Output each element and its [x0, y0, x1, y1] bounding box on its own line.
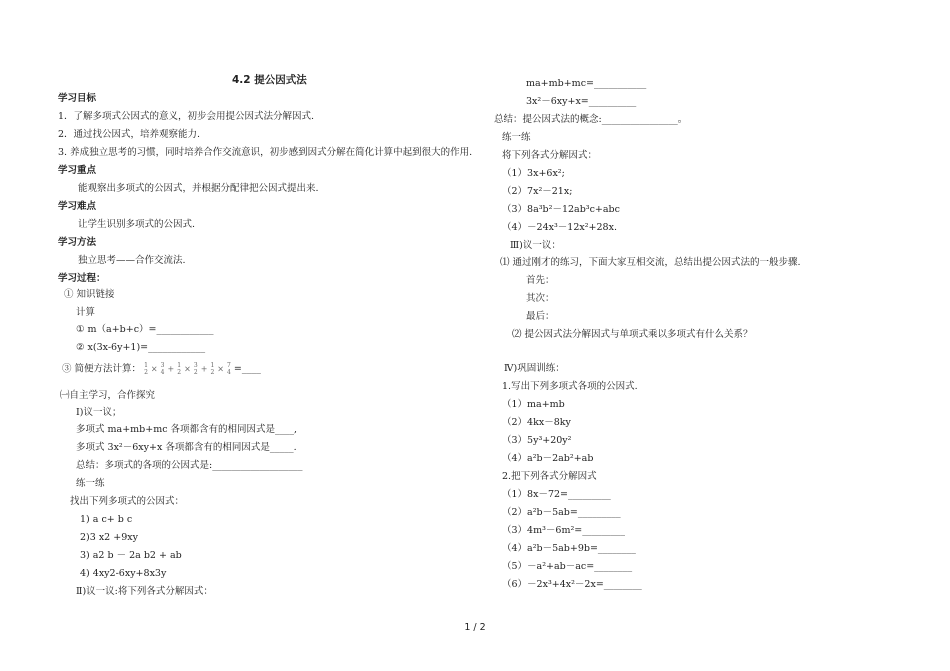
text-line: 1.写出下列多项式各项的公因式. — [502, 381, 638, 392]
text-line: 找出下列多项式的公因式： — [70, 496, 185, 507]
text-line: ① 知识链接 — [64, 289, 115, 300]
times-sign: × — [184, 364, 191, 374]
text-line: 2)3 x2 +9xy — [80, 532, 138, 543]
page-title: 4.2 提公因式法 — [232, 74, 307, 86]
times-sign: × — [217, 364, 224, 374]
text-line: （1）ma+mb — [502, 399, 565, 410]
text-line: 多项式 ma+mb+mc 各项都含有的相同因式是____, — [76, 424, 298, 435]
text-line: （1）8x－72=_________ — [502, 489, 611, 500]
fraction: 7 4 — [227, 362, 231, 376]
text-line: ② x(3x-6y+1)=____________ — [76, 342, 206, 353]
section-heading: 学习目标 — [58, 93, 97, 104]
text-line: ⑴ 通过刚才的练习，下面大家互相交流，总结出提公因式法的一般步骤. — [500, 257, 801, 268]
simplify-answer-blank: =____ — [233, 363, 261, 375]
section-heading: 学习过程： — [58, 273, 106, 284]
text-line: 首先： — [526, 275, 555, 286]
section-heading: 学习方法 — [58, 237, 97, 248]
text-line: （3）5y³+20y² — [502, 435, 572, 446]
times-sign: × — [150, 364, 158, 374]
text-line: 总结：多项式的各项的公因式是:___________________ — [76, 460, 303, 471]
text-line: ma+mb+mc=___________ — [526, 78, 647, 89]
text-line: ⑵ 提公因式法分解因式与单项式乘以多项式有什么关系？ — [512, 329, 753, 340]
text-line: 计算 — [76, 307, 96, 318]
text-line: ㈠自主学习，合作探究 — [60, 390, 156, 401]
page-number: 1 / 2 — [464, 622, 486, 633]
text-line: 总结：提公因式法的概念:________________。 — [494, 114, 688, 125]
text-line: 3. 养成独立思考的习惯，同时培养合作交流意识，初步感到因式分解在简化计算中起到很大的作用. — [58, 147, 473, 158]
text-line: ① m（a+b+c）=____________ — [76, 324, 214, 335]
plus-sign: + — [200, 364, 208, 374]
text-line: 3x²－6xy+x=__________ — [526, 96, 637, 107]
text-line: 2．通过找公因式，培养观察能力. — [58, 129, 201, 140]
simplify-label: ③ 简便方法计算： — [62, 363, 142, 375]
text-line: 2.把下列各式分解因式 — [502, 471, 597, 482]
text-line: 其次： — [526, 293, 555, 304]
fraction: 1 2 — [210, 362, 215, 376]
text-line: 多项式 3x²－6xy+x 各项都含有的相同因式是_____. — [76, 442, 297, 453]
text-line: 最后： — [526, 311, 555, 322]
text-line: Ⅳ)巩固训练： — [504, 363, 565, 374]
fraction: 1 2 — [177, 362, 182, 376]
text-line: Ⅱ)议一议:将下列各式分解因式： — [76, 586, 213, 597]
fraction: 1 2 — [144, 362, 148, 376]
fraction: 3 2 — [193, 362, 198, 376]
text-line: 练一练 — [502, 132, 531, 143]
text-line: Ⅲ)议一议： — [510, 240, 561, 251]
text-line: （4）a²b－2ab²+ab — [502, 453, 594, 464]
text-line: （4）a²b－5ab+9b=________ — [502, 543, 636, 554]
text-line: （6）－2x³+4x²－2x=________ — [502, 579, 642, 590]
text-line: （2）4kx－8ky — [502, 417, 571, 428]
text-line: 4) 4xy2-6xy+8x3y — [80, 568, 167, 579]
text-line: 独立思考——合作交流法. — [78, 255, 186, 266]
text-line: （3）8a³b²－12ab³c+abc — [502, 204, 620, 215]
text-line: 练一练 — [76, 478, 105, 489]
simplify-calculation — [62, 362, 261, 376]
text-line: Ⅰ)议一议； — [76, 407, 122, 418]
text-line: （2）a²b－5ab=_________ — [502, 507, 621, 518]
text-line: 1．了解多项式公因式的意义，初步会用提公因式法分解因式. — [58, 111, 315, 122]
text-line: 1) a c+ b c — [80, 514, 133, 525]
text-line: （1）3x+6x²; — [502, 168, 565, 179]
text-line: （2）7x²－21x; — [502, 186, 573, 197]
text-line: （4）－24x³－12x²+28x. — [502, 222, 617, 233]
fraction: 3 4 — [160, 362, 165, 376]
text-line: 能观察出多项式的公因式，并根据分配律把公因式提出来. — [78, 183, 319, 194]
text-line: （3）4m³－6m²=_________ — [502, 525, 625, 536]
text-line: （5）－a²+ab－ac=________ — [502, 561, 633, 572]
text-line: 将下列各式分解因式： — [502, 150, 598, 161]
section-heading: 学习难点 — [58, 201, 97, 212]
plus-sign: + — [167, 364, 175, 374]
section-heading: 学习重点 — [58, 165, 97, 176]
text-line: 3) a2 b － 2a b2 + ab — [80, 550, 182, 561]
text-line: 让学生识别多项式的公因式. — [78, 219, 196, 230]
